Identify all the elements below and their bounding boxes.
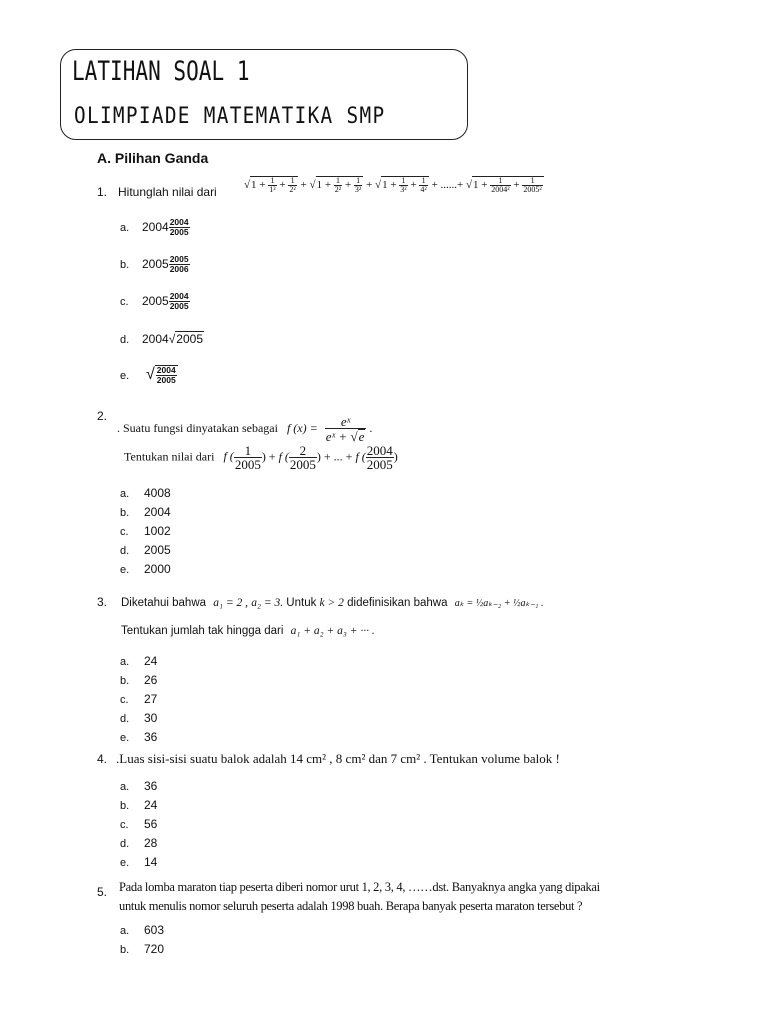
list-item: c. 56	[120, 817, 158, 831]
q4-text: .Luas sisi-sisi suatu balok adalah 14 cm² , 8 cm² dan 7 cm² . Tentukan volume balok !	[116, 751, 560, 766]
list-item: d. 30	[120, 711, 158, 725]
q1-number: 1.	[97, 185, 108, 199]
q3-text-line1: Diketahui bahwa a₁ = 2 , a₂ = 3. Untuk k > 2 didefinisikan bahwa aₖ = ½aₖ₋₂ + ½aₖ₋₁ .	[121, 597, 544, 609]
q3-options	[120, 652, 157, 747]
q1-radical-2: √1 + $\frac{1}{\text{2²}}$ + $\frac{1}{\text{3²}}$	[309, 176, 362, 194]
list-item: b. 24	[120, 798, 158, 812]
q5-options	[120, 921, 164, 959]
q1-radical-last: √1 + $\frac{1}{\text{2004²}}$ + $\frac{1}{\text{2005²}}$	[466, 176, 542, 194]
worksheet-subtitle: OLIMPIADE MATEMATIKA SMP	[74, 104, 386, 129]
q3-text-line2: Tentukan jumlah tak hingga dari a₁ + a₂ + a₃ + ··· .	[121, 625, 375, 637]
q1-radical-1: √1 + $\frac{1}{\text{1²}}$ + $\frac{1}{\text{2²}}$	[244, 176, 296, 194]
worksheet-title: LATIHAN SOAL 1	[72, 56, 250, 87]
list-item: e. 14	[120, 855, 158, 869]
list-item: b. 2004	[120, 505, 171, 519]
q4-number: 4.	[97, 752, 108, 766]
list-item: e. 2000	[120, 562, 171, 576]
list-item: a. 4008	[120, 486, 171, 500]
list-item: c. 1002	[120, 524, 171, 538]
q1-text: Hitunglah nilai dari	[118, 185, 217, 199]
list-item: a. 36	[120, 779, 158, 793]
q2-options	[120, 484, 171, 579]
q1-option-b: b. 2005 $\frac{2005}{2006}$	[120, 254, 189, 274]
list-item: d. 2005	[120, 543, 171, 557]
list-item: e. 36	[120, 730, 158, 744]
q1-option-c: c. 2005 $\frac{2004}{2005}$	[120, 291, 189, 311]
q1-option-e: e. √ $\frac{2004}{2005}$	[120, 365, 176, 385]
q2-text-line1: . Suatu fungsi dinyatakan sebagai f (x) = $\frac{\text{eˣ}}{\text{eˣ + √e}}$ .	[117, 414, 373, 444]
list-item: a. 603	[120, 923, 165, 937]
q5-text-line2: untuk menulis nomor seluruh peserta adalah 1998 buah. Berapa banyak peserta maraton tersebut ?	[119, 899, 583, 913]
q1-radical-3: √1 + $\frac{1}{\text{3²}}$ + $\frac{1}{\text{4²}}$	[375, 176, 427, 194]
q1-formula: √1 + $\frac{1}{\text{1²}}$ + $\frac{1}{\text{2²}}$ + √1 + $\frac{1}{\text{2²}}$ + $\frac{1}{\text{3²}}$ + √1 + $\frac{1}{\text{3²}}$ + $\frac{1}{\text{4²}}$ + ......+ √1 + $\frac{1}{\text{2004²}}$ + $\frac{1}{\text{2005²}}$	[244, 176, 542, 194]
q4-options	[120, 777, 157, 872]
list-item: c. 27	[120, 692, 158, 706]
q5-number: 5.	[97, 885, 108, 899]
q2-text-line2: Tentukan nilai dari f ( $\frac{1}{2005}$ ) + f ( $\frac{2}{2005}$ ) + ... + f ( $\frac{2004}{2005}$ )	[124, 443, 398, 472]
q2-number: 2.	[97, 409, 108, 423]
q3-number: 3.	[97, 595, 108, 609]
q5-text-line1: Pada lomba maraton tiap peserta diberi nomor urut 1, 2, 3, 4, ……dst. Banyaknya angka yang dipakai	[119, 880, 600, 894]
list-item: d. 28	[120, 836, 158, 850]
list-item: b. 720	[120, 942, 165, 956]
section-heading: A. Pilihan Ganda	[97, 150, 209, 166]
q1-option-a: a. 2004 $\frac{2004}{2005}$	[120, 217, 189, 237]
list-item: a. 24	[120, 654, 158, 668]
list-item: b. 26	[120, 673, 158, 687]
q1-option-d: d. 2004√2005	[120, 332, 203, 346]
